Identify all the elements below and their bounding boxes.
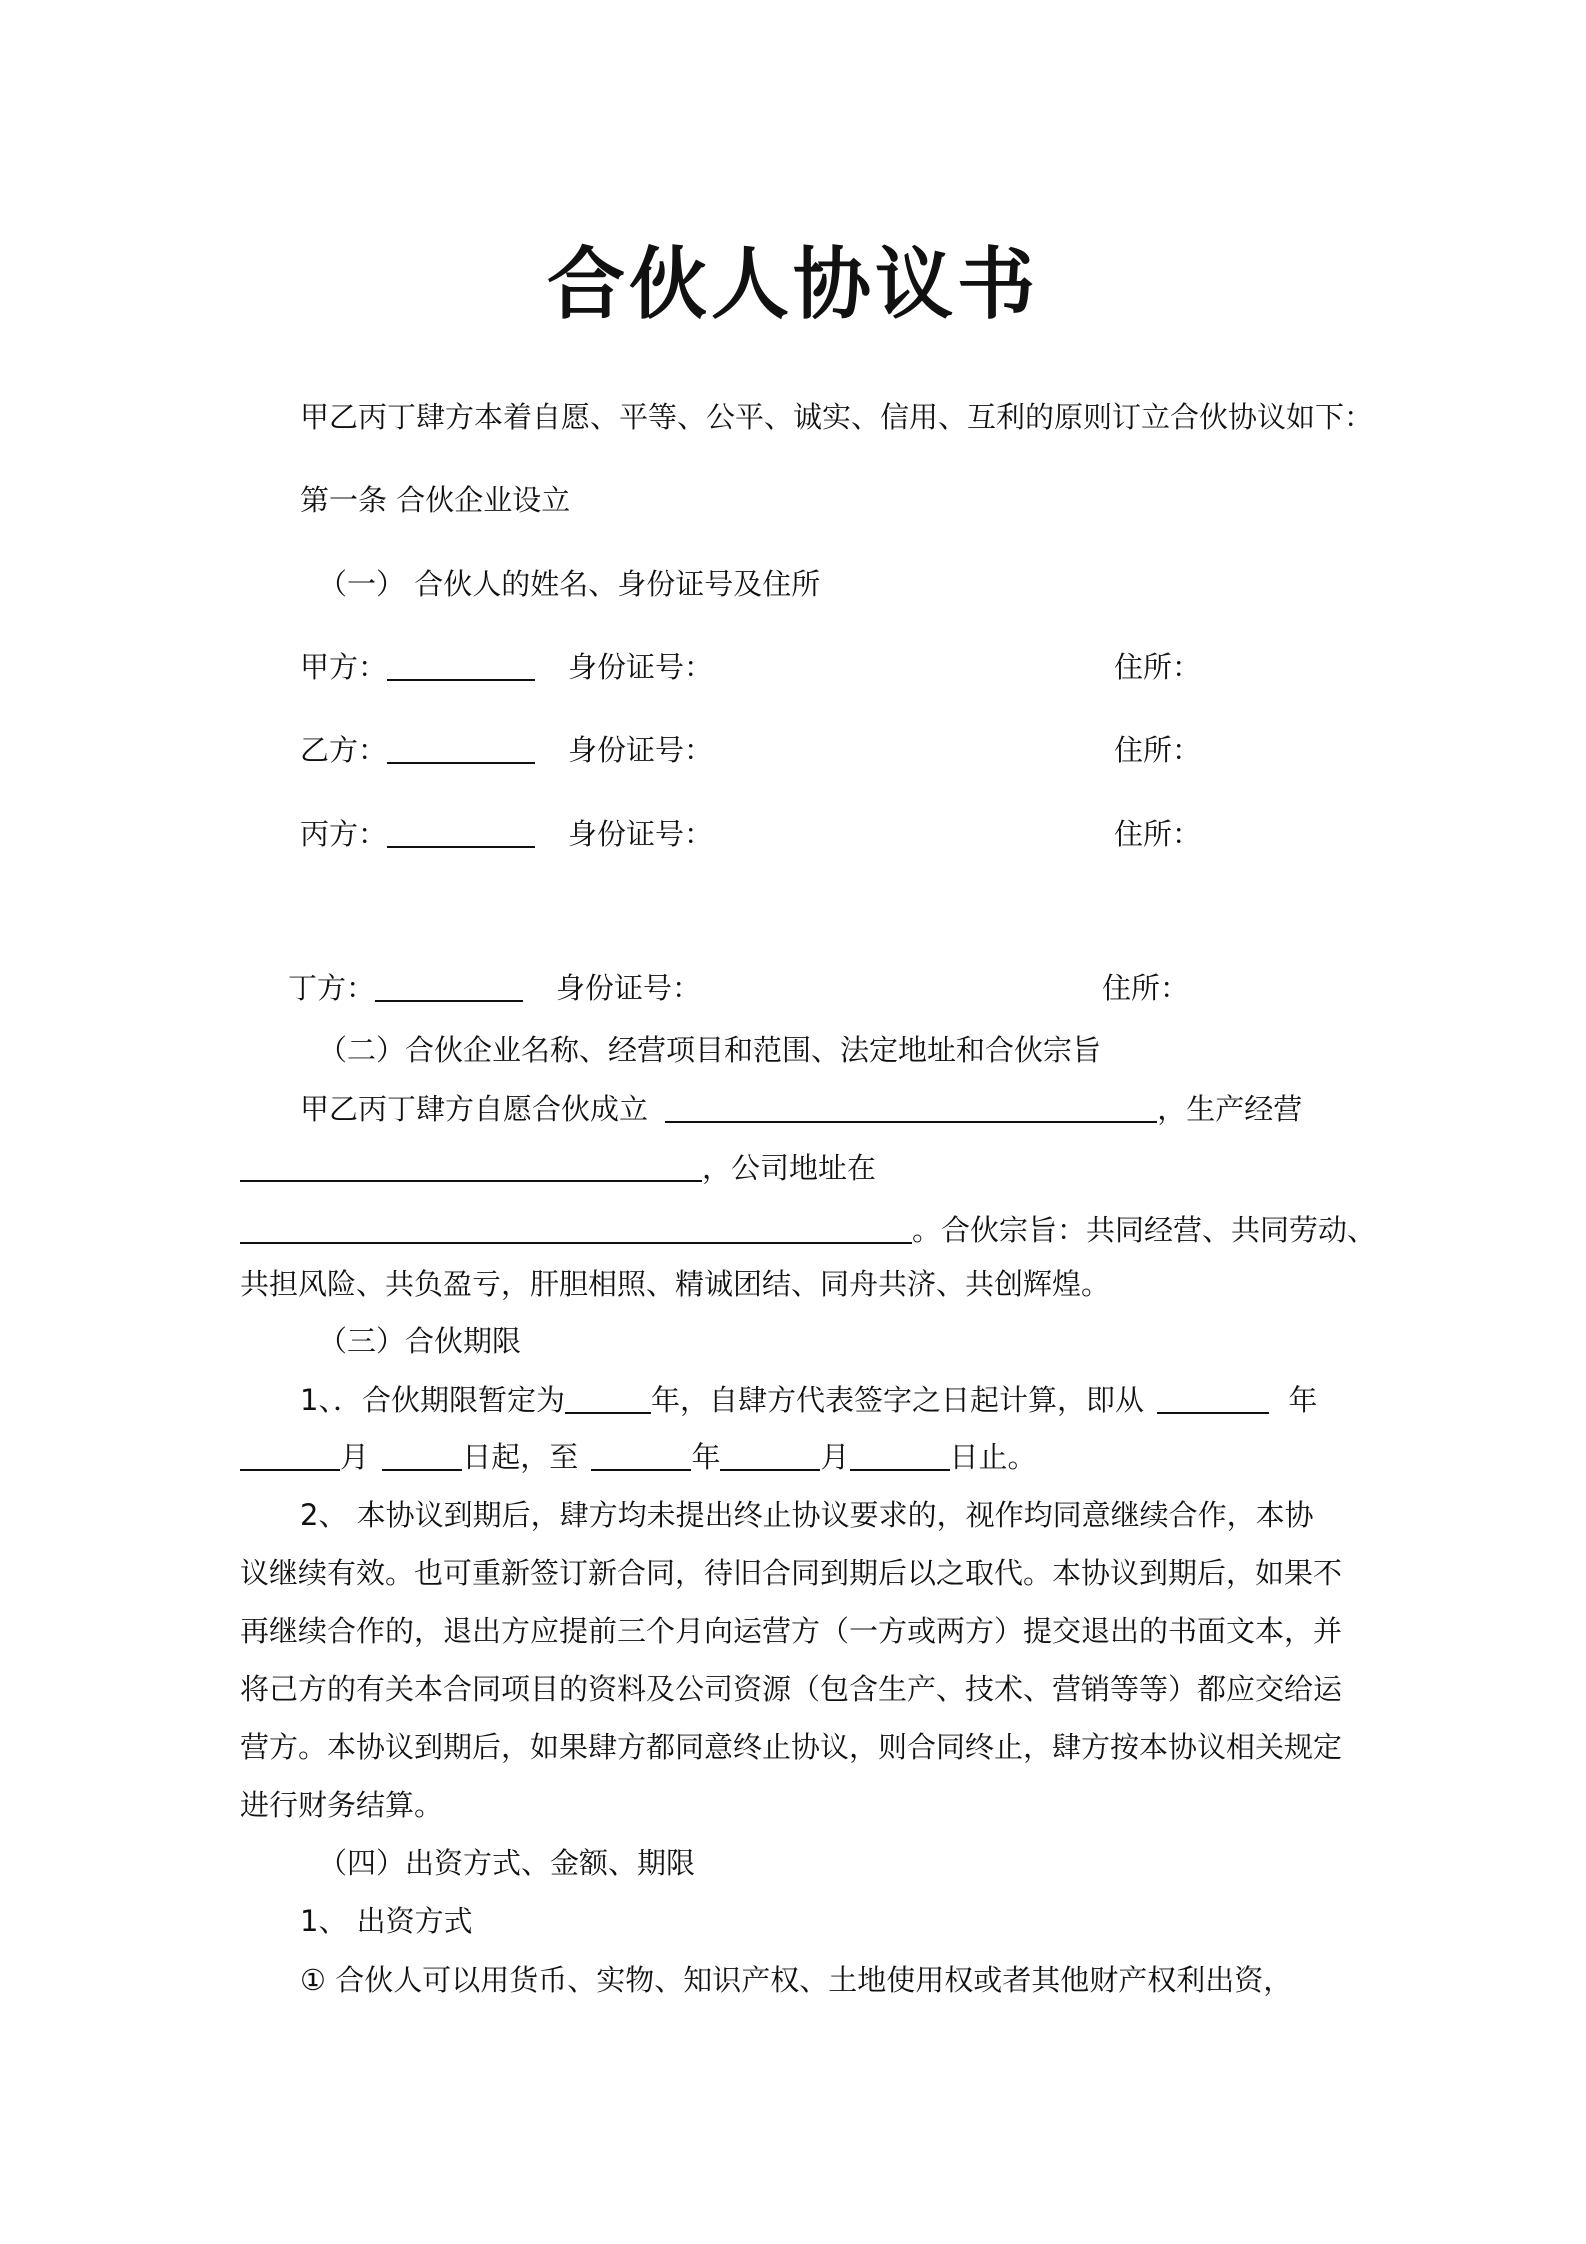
party-a-address-label: 住所：: [1114, 650, 1202, 684]
party-b-id-label: 身份证号：: [568, 733, 714, 767]
term-years-blank[interactable]: [565, 1382, 651, 1414]
end-month-blank[interactable]: [720, 1439, 820, 1471]
party-b-row: [300, 730, 535, 770]
party-d-row: [288, 968, 523, 1008]
article-1-heading: 第一条 合伙企业设立: [300, 483, 571, 517]
party-c-label: 丙方：: [300, 817, 388, 851]
section-2-heading: （二）合伙企业名称、经营项目和范围、法定地址和合伙宗旨: [318, 1033, 1102, 1067]
party-d-label: 丁方：: [288, 971, 376, 1005]
document-title: 合伙人协议书: [546, 240, 1039, 330]
renewal-paragraph-line-5: 营方。本协议到期后，如果肆方都同意终止协议，则合同终止，肆方按本协议相关规定: [240, 1730, 1343, 1764]
renewal-paragraph-line-4: 将己方的有关本合同项目的资料及公司资源（包含生产、技术、营销等等）都应交给运: [240, 1672, 1343, 1706]
party-c-row: [300, 814, 535, 854]
term-line-1: 1、．合伙期限暂定为 年，自肆方代表签字之日起计算，即从 年: [300, 1383, 1318, 1417]
party-b-label: 乙方：: [300, 733, 388, 767]
party-a-row: [300, 647, 535, 687]
section-2-line-4: 共担风险、共负盈亏，肝胆相照、精诚团结、同舟共济、共创辉煌。: [240, 1267, 1111, 1301]
party-c-id-label: 身份证号：: [568, 817, 714, 851]
intro-paragraph: 甲乙丙丁肆方本着自愿、平等、公平、诚实、信用、互利的原则订立合伙协议如下：: [300, 400, 1374, 434]
company-address-blank[interactable]: [240, 1212, 912, 1244]
start-year-blank[interactable]: [1157, 1382, 1269, 1414]
renewal-paragraph-line-2: 议继续有效。也可重新签订新合同，待旧合同到期后以之取代。本协议到期后，如果不: [240, 1556, 1343, 1590]
party-c-address-label: 住所：: [1114, 817, 1202, 851]
party-a-name-blank[interactable]: [387, 649, 535, 681]
section-2-line-2: ，公司地址在: [240, 1148, 876, 1188]
start-day-blank[interactable]: [382, 1439, 462, 1471]
section-3-heading: （三）合伙期限: [318, 1324, 522, 1358]
renewal-paragraph-line-6: 进行财务结算。: [240, 1788, 444, 1822]
section-2-line-1: 甲乙丙丁肆方自愿合伙成立 ，生产经营: [300, 1092, 1303, 1126]
company-name-blank[interactable]: [665, 1091, 1157, 1123]
end-year-blank[interactable]: [591, 1439, 691, 1471]
end-day-blank[interactable]: [850, 1439, 950, 1471]
contribution-method-heading: 1、 出资方式: [300, 1904, 473, 1938]
start-month-blank[interactable]: [240, 1439, 340, 1471]
renewal-paragraph-line-3: 再继续合作的，退出方应提前三个月向运营方（一方或两方）提交退出的书面文本，并: [240, 1614, 1343, 1648]
section-2-line-3: 。合伙宗旨：共同经营、共同劳动、: [240, 1210, 1376, 1250]
business-scope-blank[interactable]: [240, 1150, 702, 1182]
party-c-name-blank[interactable]: [387, 816, 535, 848]
party-a-id-label: 身份证号：: [568, 650, 714, 684]
party-b-address-label: 住所：: [1114, 733, 1202, 767]
renewal-paragraph-line-1: 2、 本协议到期后，肆方均未提出终止协议要求的，视作均同意继续合作，本协: [300, 1498, 1314, 1532]
section-1-heading: （一） 合伙人的姓名、身份证号及住所: [318, 567, 821, 601]
party-a-label: 甲方：: [300, 650, 388, 684]
contribution-method-item-1: ① 合伙人可以用货币、实物、知识产权、土地使用权或者其他财产权利出资，: [300, 1963, 1293, 1997]
party-d-name-blank[interactable]: [375, 970, 523, 1002]
party-b-name-blank[interactable]: [387, 732, 535, 764]
term-line-2: 月 日起，至 年 月 日止。: [240, 1437, 1037, 1477]
party-d-id-label: 身份证号：: [556, 971, 702, 1005]
party-d-address-label: 住所：: [1102, 971, 1190, 1005]
section-4-heading: （四）出资方式、金额、期限: [318, 1846, 696, 1880]
